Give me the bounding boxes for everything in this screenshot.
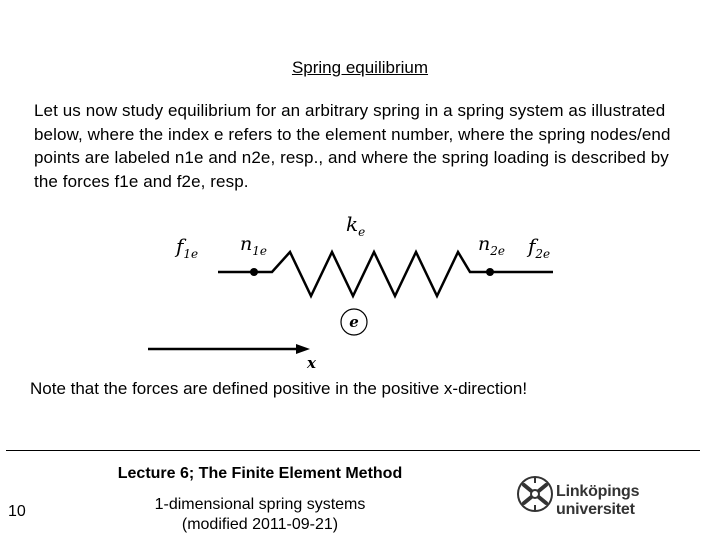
slide-title: Spring equilibrium <box>291 58 429 77</box>
subtitle-line-2: (modified 2011-09-21) <box>181 516 339 533</box>
force1-label: $f_{1e}$ <box>176 234 199 261</box>
node1-label: $n_{1e}$ <box>240 233 267 258</box>
node1-dot <box>250 268 258 276</box>
element-label: e <box>349 313 359 331</box>
university-logo <box>515 474 705 518</box>
stiffness-label: $k_e$ <box>346 212 366 239</box>
x-axis-label: x <box>307 354 316 372</box>
logo-text: Linköpings universitet <box>556 483 640 518</box>
liu-logo-icon <box>515 474 555 514</box>
footer-divider <box>6 450 700 451</box>
node2-label: $n_{2e}$ <box>478 233 505 258</box>
note-text: Note that the forces are defined positive in the positive x-direction! <box>30 379 528 398</box>
spring-diagram <box>0 200 720 375</box>
intro-paragraph: Let us now study equilibrium for an arbitrary spring in a spring system as illustrated below, where the index e refers to the element number, where the spring nodes/end points are labeled n1e and n2e, resp., and where the spring loading is described by the forces f1e and f2e, resp. <box>34 101 671 191</box>
page-number: 10 <box>8 503 26 520</box>
force2-label: $f_{2e}$ <box>528 234 551 261</box>
lecture-subtitle <box>135 495 385 535</box>
subtitle-line-1: 1-dimensional spring systems <box>154 496 366 513</box>
x-axis-arrowhead <box>296 344 310 354</box>
spring-zigzag <box>218 252 553 296</box>
node2-dot <box>486 268 494 276</box>
lecture-title: Lecture 6; The Finite Element Method <box>117 465 403 482</box>
